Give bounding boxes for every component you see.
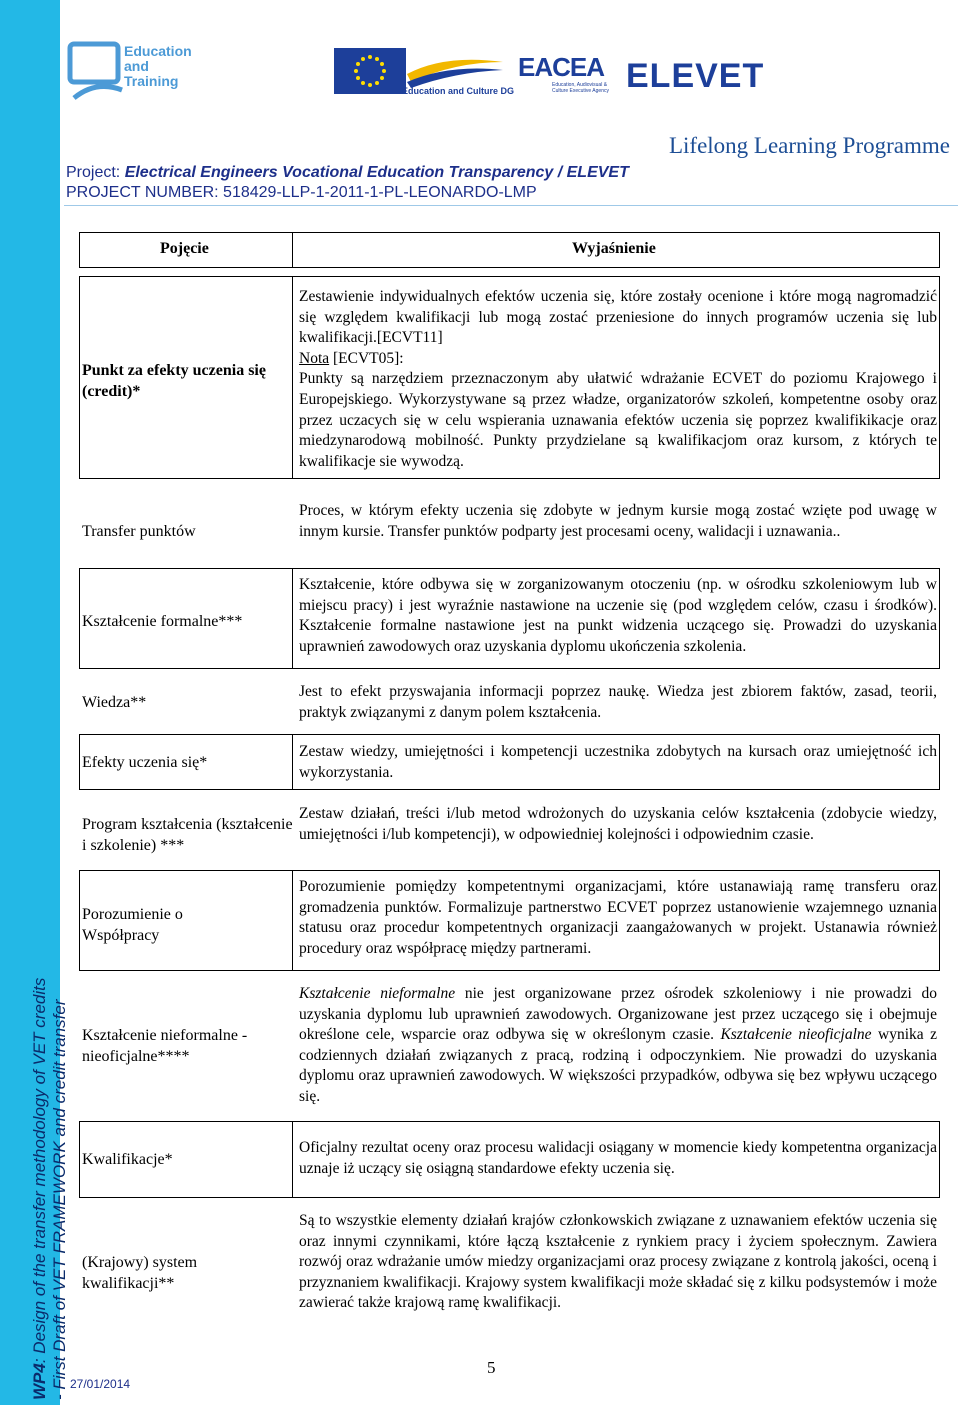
term-learning-outcomes: Efekty uczenia się* [82, 754, 208, 771]
monitor-icon [66, 40, 126, 102]
sidebar-caption [30, 978, 70, 1400]
definition-learning-outcomes: Zestaw wiedzy, umiejętności i kompetencji uczestnika zdobytych na kursach oraz umiejętność ich wykorzystania. [299, 743, 937, 781]
term-qualifications: Kwalifikacje* [82, 1151, 173, 1168]
project-number: PROJECT NUMBER: 518429-LLP-1-2011-1-PL-LEONARDO-LMP [66, 184, 537, 201]
definition-credit: Zestawienie indywidualnych efektów uczenia się, które zostały ocenione i które mogą nagromadzić się względem kwalifikacji lub mogą zostać przeniesione do innych programów uczenia się lub kwalifikacji.[ECVT11] Nota [ECVT05]: Punkty są narzędziem przeznaczonym aby ułatwić wdrażanie ECVET do poziomu Krajowego i Europejskiego. Wykorzystywane są przez władze, organizatorów szkoleń, kompetentne osoby oraz przez uczacych się w celu wspierania uznawania efektów uczenia się poprzez kwalifikikacje oraz miedzynarodową mobilność. Punkty przydzielane są kwalifikacjom oraz kursom, z których te kwalifikacje sie wywodzą. [299, 288, 937, 470]
definition-column-header: Wyjaśnienie [572, 240, 656, 257]
eu-flag-icon [334, 48, 406, 94]
term-knowledge: Wiedza** [82, 694, 147, 711]
term-qualification-system: (Krajowy) system kwalifikacji** [82, 1254, 198, 1292]
lifelong-learning-title: Lifelong Learning Programme [668, 133, 950, 158]
eacea-logo: EACEA [518, 52, 605, 82]
sidebar-band [0, 0, 69, 1405]
definition-nonformal-education: Kształcenie nieformalne nie jest organizowane przez ośrodek szkoleniowy i nie prowadzi do uzyskania dyplomu lub uprawnień zawodowych. Organizowane jest przez uczącego się i obejmuje określone cele, wsparcie oraz odbywa się w określonym czasie. Kształcenie nieoficjalne wynika z codziennych działań związanych z pracą, rodziną i odpoczynkiem. Nie prowadzi do uzyskania dyplomu oraz uprawnień zawodowych. W większości przypadków, odbywa się bez wpływu uczącego się. [299, 985, 937, 1105]
education-training-label: Education and Training [124, 43, 192, 89]
project-title: Project: Electrical Engineers Vocational Education Transparency / ELEVET [66, 164, 629, 181]
header-divider [64, 205, 958, 206]
sidebar-wp: WP4 [30, 1363, 49, 1400]
term-memorandum: Porozumienie o Współpracy [82, 906, 183, 944]
term-credit: Punkt za efekty uczenia się (credit)* [82, 362, 266, 400]
term-programme: Program kształcenia (kształcenie i szkolenie) *** [82, 816, 293, 854]
sidebar-line1: : Design of the transfer methodology of VET credits [30, 977, 49, 1364]
term-column-header: Pojęcie [160, 240, 209, 257]
term-nonformal-education: Kształcenie nieformalne - nieoficjalne**** [82, 1027, 248, 1065]
definition-knowledge: Jest to efekt przyswajania informacji poprzez naukę. Wiedza jest zbiorem faktów, zasad, teorii, praktyk związanymi z danym polem kształcenia. [299, 683, 937, 721]
elevet-logo: ELEVET [626, 57, 765, 95]
definition-credit-transfer: Proces, w którym efekty uczenia się zdobyte w jednym kursie mogą zostać wzięte pod uwagę w innym kursie. Transfer punktów podparty jest procesami oceny, walidacji i uznawania.. [299, 502, 937, 540]
term-credit-transfer: Transfer punktów [82, 523, 196, 540]
eacea-subtitle: Education, Audiovisual & Culture Executive Agency [552, 82, 609, 94]
definition-memorandum: Porozumienie pomiędzy kompetentnymi organizacjami, które ustanawiają ramę transferu oraz gromadzenia punktów. Formalizuje partnerstwo ECVET poprzez ustanowienie wzajemnego uznania statusu oraz procedur kompetentnych organizacji zaangażowanych w projekt. Ustanawia również procedury oraz współpracę między partnerami. [299, 878, 937, 957]
education-training-logo [66, 40, 196, 102]
sidebar-line2: - First Draft of VET FRAMEWORK and credit transfer [50, 999, 69, 1400]
definition-qualifications: Oficjalny rezultat oceny oraz procesu walidacji osiągany w momencie kiedy kompetentna organizacja uznaje iż uczący się osiągną standardowe efekty uczenia się. [299, 1139, 937, 1177]
definition-programme: Zestaw działań, treści i/lub metod wdrożonych do uzyskania celów kształcenia (zdobycie wiedzy, umiejętności i/lub kompetencji), w odpowiedniej kolejności i odpowiednim czasie. [299, 805, 937, 843]
term-formal-education: Kształcenie formalne*** [82, 613, 243, 630]
page-number: 5 [487, 1358, 496, 1377]
definition-qualification-system: Są to wszystkie elementy działań krajów członkowskich związane z uznawaniem efektów uczenia się oraz innymi czynnikami, które łączą kształcenie z rynkiem pracy i życiem społecznym. Zawiera rozwój oraz wdrażanie umów miedzy organizacjami oraz procesy związane z kontrolą jakości, oceną i przyznaniem kwalifikacji. Krajowy system kwalifikacji może składać się z kilku podsystemów i może zawierać także krajową ramę kwalifikacji. [299, 1212, 937, 1312]
footer-date: 27/01/2014 [70, 1377, 131, 1391]
definition-formal-education: Kształcenie, które odbywa się w zorganizowanym otoczeniu (np. w ośrodku szkoleniowym lub w miejscu pracy) i jest wyraźnie nastawione na uczenie się (pod względem celów, czasu i środków). Kształcenie formalne nastawione jest na punkt widzenia uczącego się. Prowadzi do uzyskania uprawnień zawodowych oraz uzyskania dyplomu ukończenia szkolenia. [299, 576, 937, 655]
eu-caption: Education and Culture DG [402, 86, 515, 96]
